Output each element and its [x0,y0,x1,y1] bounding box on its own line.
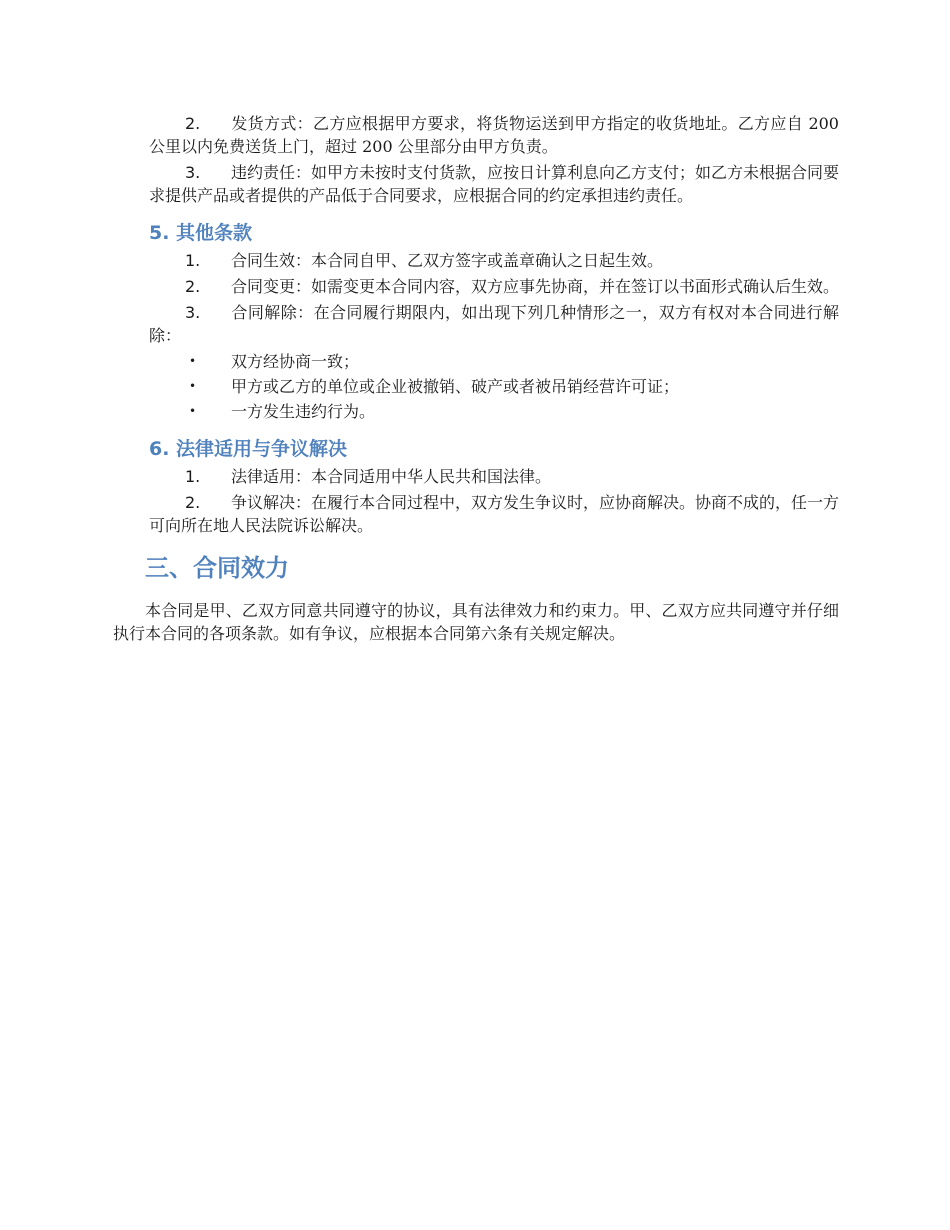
item-number: 1. [185,251,201,270]
item-text: 违约责任：如甲方未按时支付货款，应按日计算利息向乙方支付；如乙方未根据合同要求提供产品或者提供的产品低于合同要求，应根据合同的约定承担违约责任。 [149,163,840,205]
item-text: 发货方式：乙方应根据甲方要求，将货物运送到甲方指定的收货地址。乙方应自 200 公里以内免费送货上门，超过 200 公里部分由甲方负责。 [149,114,839,156]
item-number: 2. [185,114,201,133]
item-number: 2. [185,277,201,296]
item-text: 合同变更：如需变更本合同内容，双方应事先协商，并在签订以书面形式确认后生效。 [231,277,840,296]
section6-heading: 6. 法律适用与争议解决 [149,438,348,460]
section5-list [149,249,839,423]
bullet-item [149,375,839,398]
part3-heading: 三、合同效力 [145,554,289,582]
item-number: 2. [185,493,201,512]
list-item [149,491,839,537]
bullet-dot: • [189,379,197,393]
section6-list [149,465,839,537]
bullet-text: 双方经协商一致； [231,352,360,371]
list-item [149,275,839,298]
bullet-text: 甲方或乙方的单位或企业被撤销、破产或者被吊销经营许可证； [231,377,680,396]
list-item [149,465,839,488]
bullet-item [149,350,839,373]
list-item [149,161,839,207]
item-text: 合同生效：本合同自甲、乙双方签字或盖章确认之日起生效。 [231,251,664,270]
section4-list [149,112,839,207]
item-text: 争议解决：在履行本合同过程中，双方发生争议时，应协商解决。协商不成的，任一方可向所在地人民法院诉讼解决。 [149,493,840,535]
item-text: 合同解除：在合同履行期限内，如出现下列几种情形之一，双方有权对本合同进行解除： [149,303,839,345]
section5-heading: 5. 其他条款 [149,222,253,244]
item-text: 法律适用：本合同适用中华人民共和国法律。 [231,467,552,486]
bullet-text: 一方发生违约行为。 [231,402,376,421]
item-number: 3. [185,303,201,322]
list-item [149,301,839,347]
bullet-item [149,400,839,423]
list-item [149,249,839,272]
document-content [113,112,839,661]
bullet-dot: • [189,404,197,418]
bullet-dot: • [189,354,197,368]
part3-paragraph: 本合同是甲、乙双方同意共同遵守的协议，具有法律效力和约束力。甲、乙双方应共同遵守并仔细执行本合同的各项条款。如有争议，应根据本合同第六条有关规定解决。 [113,601,839,643]
list-item [149,112,839,158]
item-number: 1. [185,467,201,486]
item-number: 3. [185,163,201,182]
